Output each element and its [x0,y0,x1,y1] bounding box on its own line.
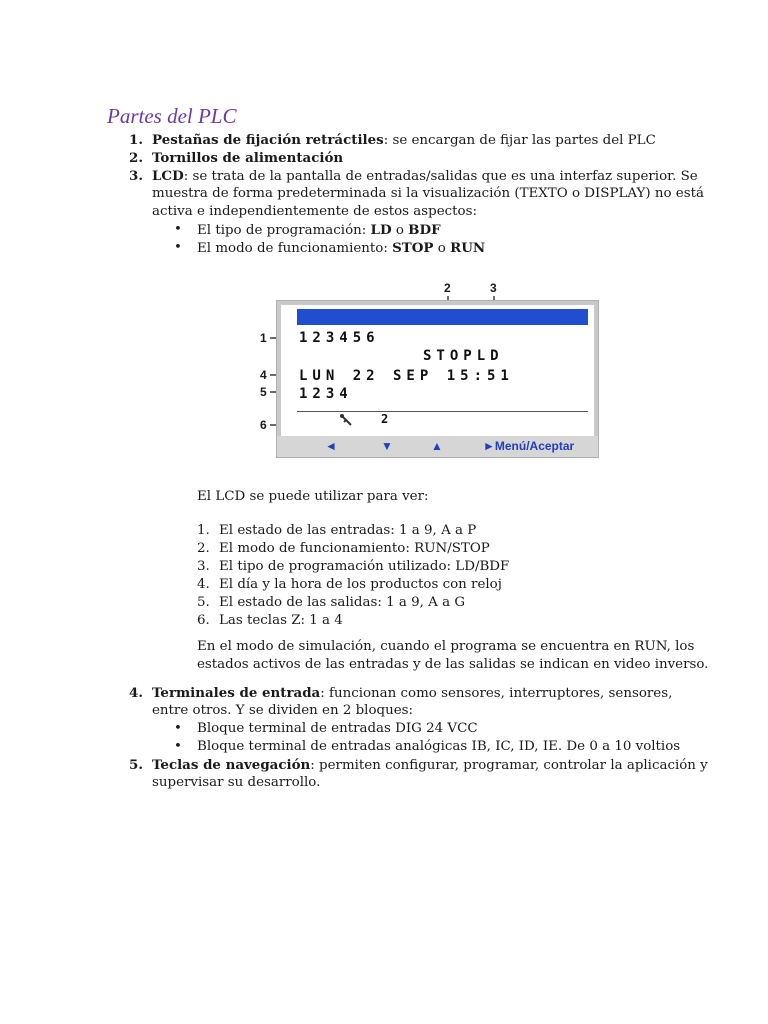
bullet-text: o [433,241,451,256]
callout-label: 2 [444,281,451,295]
nav-up-button[interactable]: ▲ [431,439,443,453]
list-number: 1. [129,132,143,148]
list-item-3 [152,167,698,186]
list-item: El tipo de programación utilizado: LD/BDF [219,559,510,574]
item-term: Pestañas de fijación retráctiles [152,132,384,148]
bullet-term: BDF [408,222,441,238]
lcd-keys-value: 2 [381,412,389,426]
item-desc-continued: muestra de forma predeterminada si la visualización (TEXTO o DISPLAY) no está [152,186,704,201]
bullet-item: Bloque terminal de entradas analógicas IB, IC, ID, IE. De 0 a 10 voltios [197,739,681,754]
item-desc: : se trata de la pantalla de entradas/salidas que es una interfaz superior. Se [183,169,698,184]
list-number: 4. [197,577,210,592]
item-term: Teclas de navegación [152,757,311,773]
item-desc: : permiten configurar, programar, controlar la aplicación y [310,758,708,773]
bullet-text: El tipo de programación: [197,223,371,238]
list-item: El estado de las entradas: 1 a 9, A a P [219,523,477,538]
nav-down-button[interactable]: ▼ [381,439,393,453]
bullet-text: o [391,223,409,238]
list-number: 3. [197,559,210,574]
item-term: LCD [152,168,184,184]
lcd-divider [297,411,588,412]
list-item-4 [152,684,672,703]
bullet-dot-icon: • [174,721,182,736]
simulation-paragraph: En el modo de simulación, cuando el programa se encuentra en RUN, los [197,639,695,654]
bullet-term: RUN [450,240,486,256]
callout-label: 5 [260,385,267,399]
nav-menu-accept-button[interactable]: ►Menú/Aceptar [483,439,575,453]
list-item: El día y la hora de los productos con reloj [219,577,502,592]
lcd-intro: El LCD se puede utilizar para ver: [197,489,429,504]
list-item: Las teclas Z: 1 a 4 [219,613,343,628]
list-item-1 [152,131,656,150]
lcd-mode-row: STOPLD [423,348,504,364]
list-number: 6. [197,613,210,628]
callout-label: 4 [260,368,267,382]
list-number: 5. [197,595,210,610]
lcd-datetime-row: LUN 22 SEP 15:51 [299,368,514,384]
item-desc: : funcionan como sensores, interruptores, sensores, [320,686,673,701]
bullet-item: Bloque terminal de entradas DIG 24 VCC [197,721,478,736]
item-desc: : se encargan de fijar las partes del PLC [383,133,656,148]
callout-label: 6 [260,418,267,432]
list-number: 4. [129,685,143,701]
item-desc-continued: supervisar su desarrollo. [152,775,321,790]
bullet-term: LD [370,222,392,238]
callout-label: 3 [490,281,497,295]
list-number: 3. [129,168,143,184]
lcd-title-bar [297,309,588,325]
callout-label: 1 [260,331,267,345]
lcd-display [276,300,599,458]
lcd-inputs-row: 123456 [299,330,380,346]
list-number: 1. [197,523,210,538]
bullet-dot-icon: • [174,739,182,754]
wrench-icon [339,413,355,427]
list-number: 2. [197,541,210,556]
list-number: 2. [129,150,143,166]
item-desc-continued: activa e independientemente de estos aspectos: [152,204,477,219]
bullet-text: El modo de funcionamiento: [197,241,393,256]
lcd-screen [281,305,594,436]
bullet-item [197,239,485,258]
list-item: El modo de funcionamiento: RUN/STOP [219,541,490,556]
list-item: El estado de las salidas: 1 a 9, A a G [219,595,466,610]
item-term: Tornillos de alimentación [152,150,344,166]
nav-left-button[interactable]: ◄ [325,439,337,453]
bullet-term: STOP [392,240,434,256]
list-item-5 [152,756,708,775]
lcd-nav-bar [277,436,598,457]
lcd-outputs-row: 1234 [299,386,353,402]
page-title: Partes del PLC [107,104,237,128]
simulation-paragraph: estados activos de las entradas y de las salidas se indican en video inverso. [197,657,709,672]
bullet-dot-icon: • [174,222,182,237]
bullet-item [197,221,441,240]
list-number: 5. [129,757,143,773]
list-item-2 [152,149,343,168]
item-term: Terminales de entrada [152,685,321,701]
item-desc-continued: entre otros. Y se dividen en 2 bloques: [152,703,414,718]
bullet-dot-icon: • [174,240,182,255]
